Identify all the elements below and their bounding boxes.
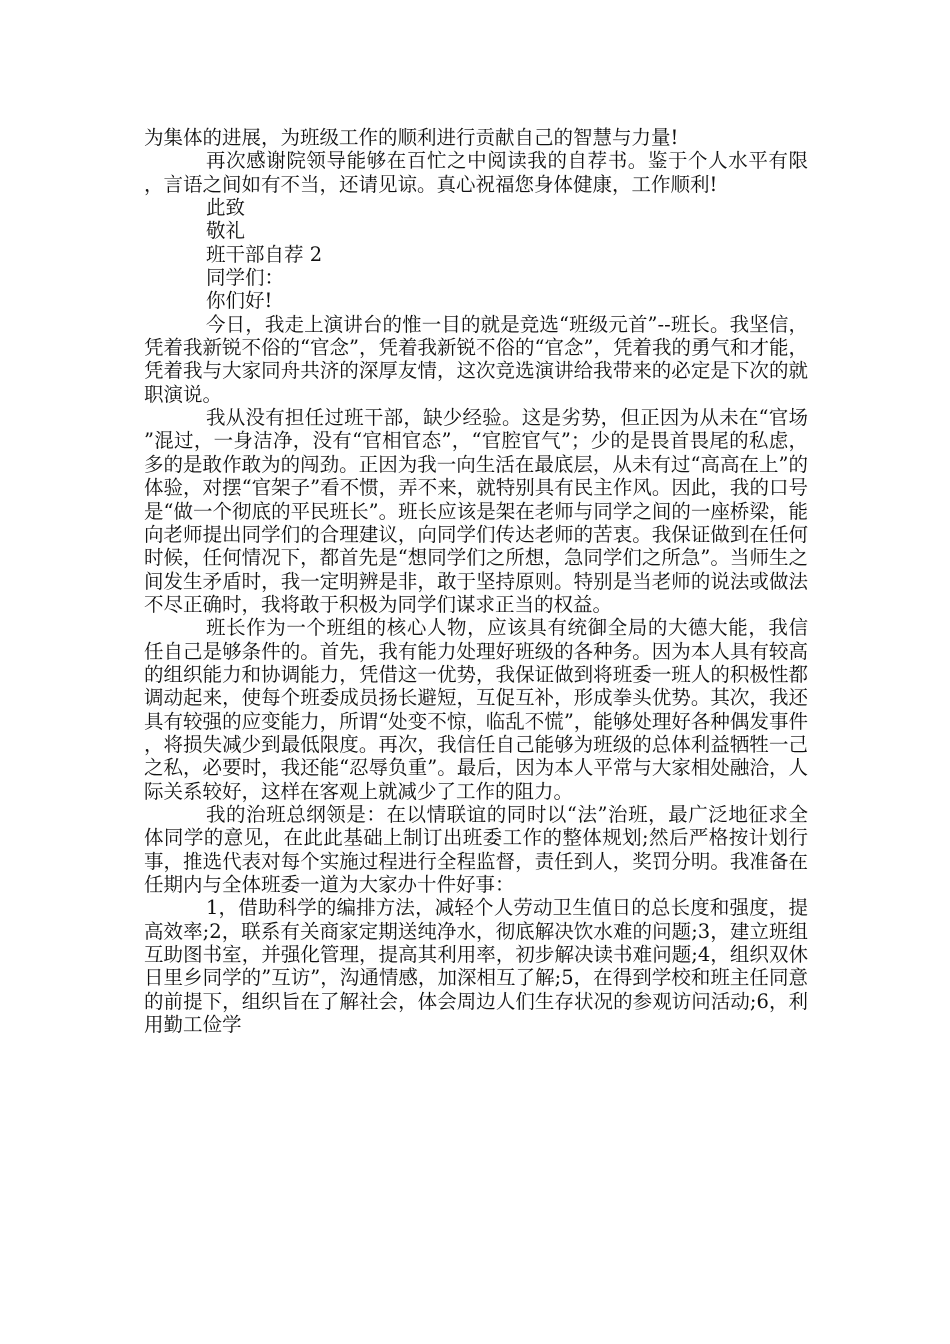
section-heading: 班干部自荐 2 — [206, 242, 323, 266]
salutation-jingli: 敬礼 — [206, 219, 246, 243]
paragraph-experience: 我从没有担任过班干部，缺少经验。这是劣势，但正因为从未在“官场”混过，一身洁净，没有“官相官态”，“官腔官气”；少的是畏首畏尾的私虑，多的是敢作敢为的闯劲。正因为我一向生活在最底层，从未有过“高高在上”的体验，对摆“官架子”看不惯，弄不来，就特别具有民主作风。因此，我的口号是“做一个彻底的平民班长”。班长应该是架在老师与同学之间的一座桥梁，能向老师提出同学们的合理建议，向同学们传达老师的苦衷。我保证做到在任何时候，任何情况下，都首先是“想同学们之所想，急同学们之所急”。当师生之间发生矛盾时，我一定明辨是非，敢于坚持原则。特别是当老师的说法或做法不尽正确时，我将敢于积极为同学们谋求正当的权益。 — [144, 406, 808, 616]
document-page — [144, 126, 808, 1036]
paragraph-purpose: 今日，我走上演讲台的惟一目的就是竞选“班级元首”--班长。我坚信，凭着我新锐不俗的“官念”，凭着我新锐不俗的“官念”，凭着我的勇气和才能，凭着我与大家同舟共济的深厚友情，这次竞选演讲给我带来的必定是下次的就职演说。 — [144, 312, 808, 406]
paragraph-qualifications: 班长作为一个班组的核心人物，应该具有统御全局的大德大能，我信任自己是够条件的。首先，我有能力处理好班级的各种务。因为本人具有较高的组织能力和协调能力，凭借这一优势，我保证做到将班委一班人的积极性都调动起来，使每个班委成员扬长避短，互促互补，形成拳头优势。其次，我还具有较强的应变能力，所谓“处变不惊，临乱不慌”，能够处理好各种偶发事件，将损失减少到最低限度。再次，我信任自己能够为班级的总体利益牺牲一己之私，必要时，我还能“忍辱负重”。最后，因为本人平常与大家相处融洽，人际关系较好，这样在客观上就减少了工作的阻力。 — [144, 616, 808, 803]
salutation-cizhi: 此致 — [206, 196, 246, 220]
paragraph-closing-contribution: 为集体的进展，为班级工作的顺利进行贡献自己的智慧与力量! — [144, 126, 679, 149]
paragraph-program: 我的治班总纲领是：在以情联谊的同时以“法”治班，最广泛地征求全体同学的意见，在此此基础上制订出班委工作的整体规划;然后严格按计划行事，推选代表对每个实施过程进行全程监督，责任到人，奖罚分明。我准备在任期内与全体班委一道为大家办十件好事： — [144, 802, 808, 896]
paragraph-ten-things: 1，借助科学的编排方法，减轻个人劳动卫生值日的总长度和强度，提高效率;2，联系有关商家定期送纯净水，彻底解决饮水难的问题;3，建立班组互助图书室，并强化管理，提高其利用率，初步解决读书难问题;4，组织双休日里乡同学的”互访”，沟通情感，加深相互了解;5，在得到学校和班主任同意的前提下，组织旨在了解社会，体会周边人们生存状况的参观访问活动;6，利用勤工俭学 — [144, 896, 808, 1037]
greeting-hello: 你们好! — [206, 289, 273, 313]
paragraph-thanks: 再次感谢院领导能够在百忙之中阅读我的自荐书。鉴于个人水平有限，言语之间如有不当，还请见谅。真心祝福您身体健康，工作顺利! — [144, 149, 808, 196]
greeting-classmates: 同学们： — [206, 266, 285, 290]
